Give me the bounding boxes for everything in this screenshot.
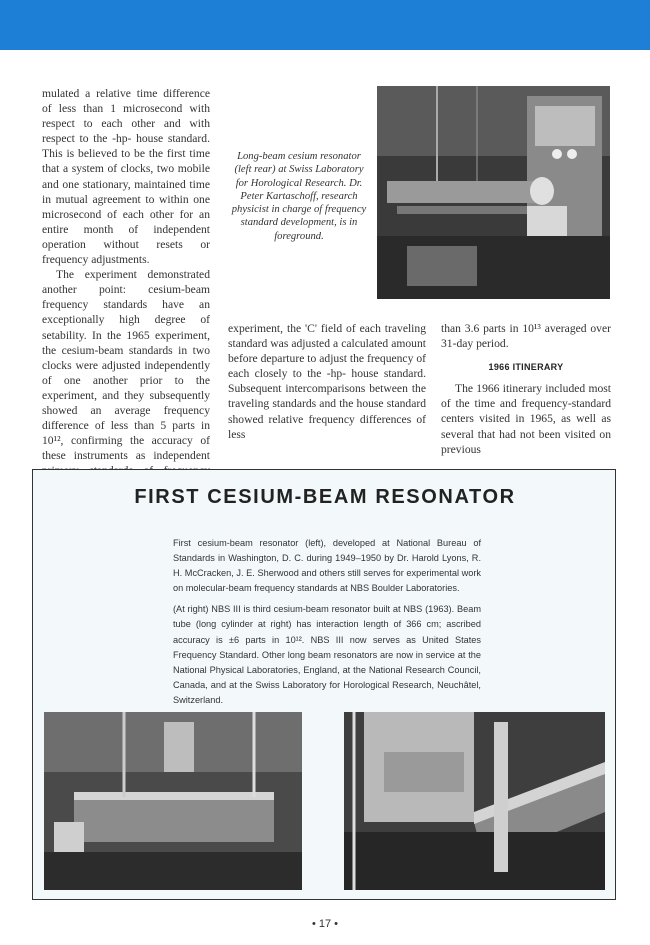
paragraph: First cesium-beam resonator (left), developed at National Bureau of Standards in Washington, D. C. during 1949–1950 by Dr. Harold Lyons, R. H. McCracken, J. E. Sherwood and others still serves for experimental work on molecular-beam frequency standards at NBS Boulder Laboratories. [173, 538, 481, 594]
paragraph: (At right) NBS III is third cesium-beam resonator built at NBS (1963). Beam tube (long cylinder at right) has interaction length of 366 cm; ascribed accuracy is ±6 parts in 10¹². NBS III now serves as United States Frequency Standard. Other long beam resonators are now in service at the National Physical Laboratories, England, at the National Research Council, Canada, and at the Swiss Laboratory for Horological Research, Neuchâtel, Switzerland. [173, 604, 481, 705]
top-color-band [0, 0, 650, 50]
sidebar-title: FIRST CESIUM-BEAM RESONATOR [134, 486, 516, 508]
page-number: • 17 • [311, 918, 339, 930]
paragraph: The 1966 itinerary included most of the time and frequency-standard centers visited in 1965, as well as several that had not been visited on previous [441, 382, 611, 456]
article-column-1 [42, 86, 210, 509]
sidebar-text [173, 536, 481, 708]
paragraph: experiment, the 'C' field of each traveling standard was adjusted a calculated amount before departure to adjust the frequency of each closely to the -hp- house standard. Subsequent intercomparisons between the traveling standards and the house standard showed relative frequency differences of less [228, 322, 426, 441]
paragraph: than 3.6 parts in 10¹³ averaged over 31-day period. [441, 322, 611, 351]
article-column-3 [441, 321, 611, 457]
cesium-resonator-lab-photo [377, 86, 610, 299]
article-column-2 [228, 321, 426, 442]
section-heading: 1966 ITINERARY [488, 362, 564, 373]
nbs-iii-resonator-photo [344, 712, 605, 890]
paragraph: The experiment demonstrated another point: cesium-beam frequency standards have an exceptionally high degree of setability. In the 1965 experiment, the cesium-beam standards in two clocks were adjusted independently of one another prior to the experiment, and they subsequently showed an average frequency difference of less than 5 parts in 10¹², confirming the accuracy of these instruments as independent [42, 268, 210, 463]
photo-caption: Long-beam cesium resonator (left rear) at Swiss Laboratory for Horological Research. Dr. Peter Kartaschoff, research physicist in charge of frequency standard development, is in foreground. [231, 151, 367, 242]
first-resonator-photo [44, 712, 302, 890]
paragraph: mulated a relative time difference of less than 1 microsecond with respect to each other and with respect to the -hp- house standard. This is believed to be the first time that a system of clocks, two mobile and one stationary, maintained time in mutual agreement to within one microsecond of each other for an entire month of independent operation without resets or frequency adjustments. [42, 87, 210, 267]
